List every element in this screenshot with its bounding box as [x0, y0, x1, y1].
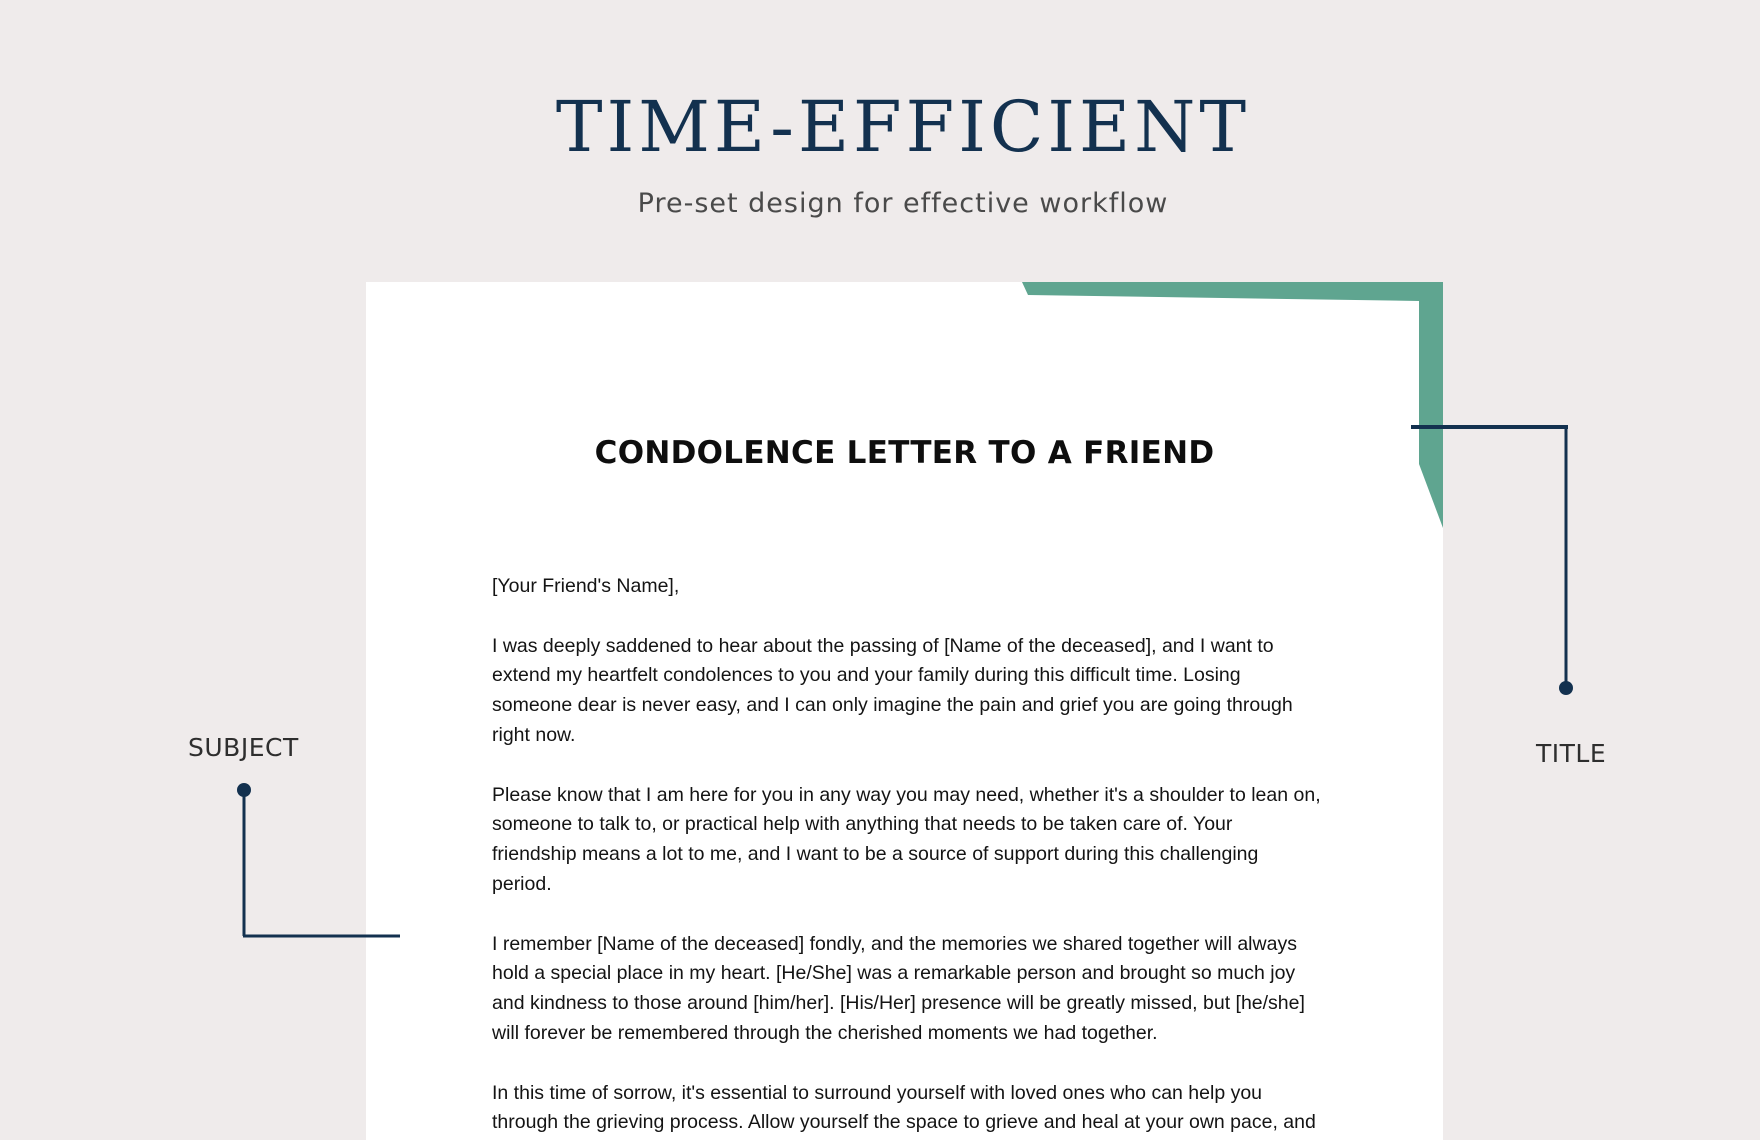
- hero-title: TIME-EFFICIENT: [555, 86, 1251, 168]
- letter-paragraph: I was deeply saddened to hear about the passing of [Name of the deceased], and I want to extend my heartfelt condolences to you and your family during this difficult time. Losing someone dear is never easy, and I can only imagine the pain and grief you are going through right now.: [492, 634, 1293, 746]
- title-callout-label: TITLE: [1536, 739, 1607, 768]
- letter-paragraph: I remember [Name of the deceased] fondly, and the memories we shared together will always hold a special place in my heart. [He/She] was a remarkable person and brought so much joy and kindness to those around [him/her]. [His/Her] presence will be greatly missed, but [he/she] will forever be remembered through the cherished moments we had together.: [492, 932, 1305, 1044]
- letter-salutation: [Your Friend's Name],: [492, 575, 680, 597]
- document-title: CONDOLENCE LETTER TO A FRIEND: [594, 435, 1215, 471]
- letter-paragraph: Please know that I am here for you in any way you may need, whether it's a shoulder to lean on, someone to talk to, or practical help with anything that needs to be taken care of. Your friendship means a lot to me, and I want to be a source of support during this challenging period.: [492, 783, 1321, 895]
- letter-body: [492, 572, 1322, 1140]
- hero-subtitle: Pre-set design for effective workflow: [637, 188, 1169, 219]
- letter-paragraph: In this time of sorrow, it's essential to surround yourself with loved ones who can help you through the grieving process. Allow yourself the space to grieve and heal at your own pace, and: [492, 1081, 1316, 1134]
- document-page: [366, 282, 1443, 1140]
- subject-callout-label: SUBJECT: [188, 733, 299, 762]
